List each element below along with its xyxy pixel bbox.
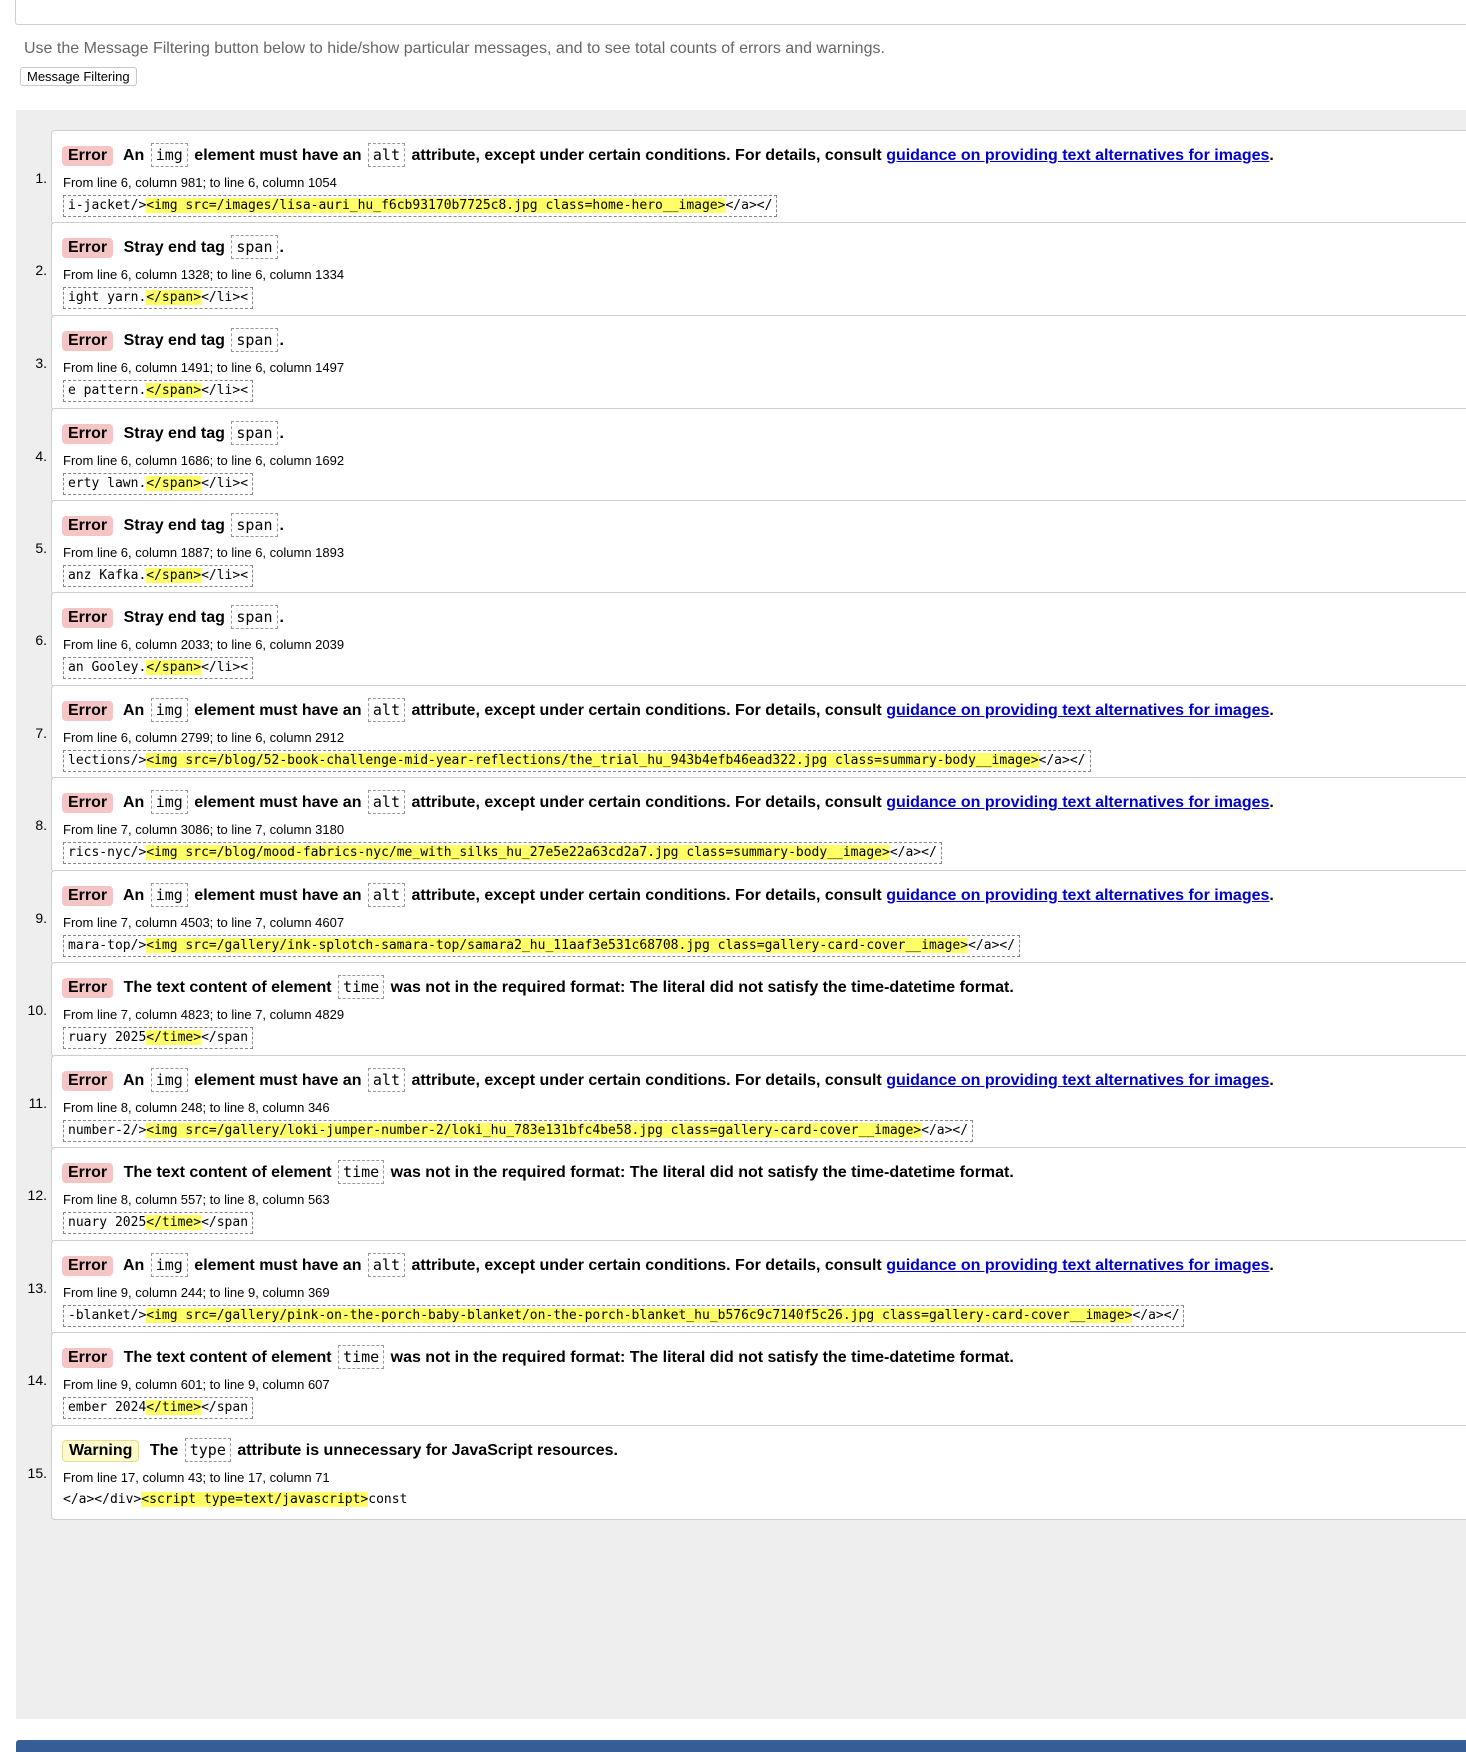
extract-highlight: <img src=/blog/52-book-challenge-mid-year-reflections/the_trial_hu_943b4efb46ead322.jpg class=summary-body__image> bbox=[146, 753, 1039, 768]
message-text: Error An img element must have an alt attribute, except under certain conditions. For details, consult guidance on providing text alternatives for images. bbox=[62, 698, 1274, 722]
message-item bbox=[16, 1055, 1466, 1150]
message-number: 8. bbox=[35, 816, 47, 833]
code-token: span bbox=[231, 235, 277, 259]
source-extract: mara-top/><img src=/gallery/ink-splotch-samara-top/samara2_hu_11aaf3e531c68708.jpg class=gallery-card-cover__image></a></ bbox=[63, 935, 1020, 957]
message-text: Error Stray end tag span . bbox=[62, 328, 284, 352]
source-extract: an Gooley.</span></li>< bbox=[63, 657, 253, 679]
message-number: 1. bbox=[35, 169, 47, 186]
message-location: From line 9, column 244; to line 9, column 369 bbox=[63, 1285, 330, 1300]
source-extract: lections/><img src=/blog/52-book-challenge-mid-year-reflections/the_trial_hu_943b4efb46ead322.jpg class=summary-body__image></a></ bbox=[63, 750, 1091, 772]
source-extract: nuary 2025</time></span bbox=[63, 1212, 253, 1234]
message-text: Error The text content of element time was not in the required format: The literal did not satisfy the time-datetime format. bbox=[62, 1160, 1014, 1184]
code-token: img bbox=[151, 790, 188, 814]
filtering-instructions: Use the Message Filtering button below to hide/show particular messages, and to see total counts of errors and warnings. bbox=[24, 40, 885, 57]
guidance-link[interactable]: guidance on providing text alternatives for images bbox=[886, 794, 1270, 811]
error-badge: Error bbox=[62, 424, 113, 444]
code-token: img bbox=[151, 1253, 188, 1277]
message-card bbox=[51, 685, 1466, 780]
message-location: From line 6, column 2033; to line 6, column 2039 bbox=[63, 637, 345, 652]
extract-highlight: </span> bbox=[146, 568, 202, 583]
message-location: From line 6, column 1491; to line 6, column 1497 bbox=[63, 360, 345, 375]
source-extract: ight yarn.</span></li>< bbox=[63, 287, 253, 309]
message-card bbox=[51, 500, 1466, 595]
message-location: From line 6, column 1328; to line 6, column 1334 bbox=[63, 267, 345, 282]
extract-highlight: <img src=/images/lisa-auri_hu_f6cb93170b7725c8.jpg class=home-hero__image> bbox=[146, 198, 726, 213]
message-number: 5. bbox=[35, 539, 47, 556]
message-card bbox=[51, 592, 1466, 687]
message-item bbox=[16, 962, 1466, 1057]
message-number: 13. bbox=[27, 1279, 47, 1296]
message-text: Error An img element must have an alt attribute, except under certain conditions. For details, consult guidance on providing text alternatives for images. bbox=[62, 143, 1274, 167]
message-text: Error The text content of element time was not in the required format: The literal did not satisfy the time-datetime format. bbox=[62, 1345, 1014, 1369]
message-card bbox=[51, 130, 1466, 225]
extract-highlight: </time> bbox=[146, 1030, 202, 1045]
message-number: 4. bbox=[35, 447, 47, 464]
code-token: time bbox=[338, 1345, 384, 1369]
error-badge: Error bbox=[62, 238, 113, 258]
message-location: From line 17, column 43; to line 17, column 71 bbox=[63, 1470, 330, 1485]
code-token: alt bbox=[368, 1068, 405, 1092]
message-text: Error An img element must have an alt attribute, except under certain conditions. For details, consult guidance on providing text alternatives for images. bbox=[62, 790, 1274, 814]
message-text: Error Stray end tag span . bbox=[62, 421, 284, 445]
error-badge: Error bbox=[62, 701, 113, 721]
guidance-link[interactable]: guidance on providing text alternatives for images bbox=[886, 887, 1270, 904]
code-token: span bbox=[231, 513, 277, 537]
message-card bbox=[51, 870, 1466, 965]
message-card bbox=[51, 315, 1466, 410]
message-number: 14. bbox=[27, 1371, 47, 1388]
message-location: From line 6, column 1686; to line 6, column 1692 bbox=[63, 453, 345, 468]
error-badge: Error bbox=[62, 516, 113, 536]
source-extract: erty lawn.</span></li>< bbox=[63, 473, 253, 495]
extract-highlight: </span> bbox=[146, 383, 202, 398]
message-location: From line 8, column 248; to line 8, column 346 bbox=[63, 1100, 330, 1115]
code-token: alt bbox=[368, 790, 405, 814]
message-text: Error The text content of element time was not in the required format: The literal did not satisfy the time-datetime format. bbox=[62, 975, 1014, 999]
code-token: img bbox=[151, 883, 188, 907]
message-card bbox=[51, 962, 1466, 1057]
code-token: alt bbox=[368, 143, 405, 167]
message-location: From line 9, column 601; to line 9, column 607 bbox=[63, 1377, 330, 1392]
source-extract: ruary 2025</time></span bbox=[63, 1027, 253, 1049]
message-card bbox=[51, 222, 1466, 317]
message-number: 9. bbox=[35, 909, 47, 926]
code-token: alt bbox=[368, 698, 405, 722]
message-card bbox=[51, 1055, 1466, 1150]
results-panel bbox=[16, 110, 1466, 1719]
message-item bbox=[16, 500, 1466, 595]
message-location: From line 7, column 3086; to line 7, column 3180 bbox=[63, 822, 345, 837]
message-text: Error Stray end tag span . bbox=[62, 605, 284, 629]
guidance-link[interactable]: guidance on providing text alternatives for images bbox=[886, 1072, 1270, 1089]
extract-highlight: <img src=/gallery/pink-on-the-porch-baby-blanket/on-the-porch-blanket_hu_b576c9c7140f5c26.jpg class=gallery-card-cover__image> bbox=[146, 1308, 1133, 1323]
source-extract: -blanket/><img src=/gallery/pink-on-the-porch-baby-blanket/on-the-porch-blanket_hu_b576c9c7140f5c26.jpg class=gallery-card-cover__image></a></ bbox=[63, 1305, 1184, 1327]
code-token: span bbox=[231, 421, 277, 445]
message-text: Warning The type attribute is unnecessary for JavaScript resources. bbox=[62, 1438, 618, 1462]
extract-highlight: </span> bbox=[146, 290, 202, 305]
message-text: Error An img element must have an alt attribute, except under certain conditions. For details, consult guidance on providing text alternatives for images. bbox=[62, 1068, 1274, 1092]
code-token: img bbox=[151, 698, 188, 722]
message-item bbox=[16, 592, 1466, 687]
extract-highlight: <img src=/blog/mood-fabrics-nyc/me_with_silks_hu_27e5e22a63cd2a7.jpg class=summary-body__image> bbox=[146, 845, 890, 860]
source-input-box[interactable] bbox=[15, 0, 1466, 25]
message-text: Error Stray end tag span . bbox=[62, 235, 284, 259]
message-item bbox=[16, 1240, 1466, 1335]
code-token: type bbox=[185, 1438, 231, 1462]
error-badge: Error bbox=[62, 1256, 113, 1276]
guidance-link[interactable]: guidance on providing text alternatives for images bbox=[886, 702, 1270, 719]
code-token: img bbox=[151, 1068, 188, 1092]
message-number: 15. bbox=[27, 1464, 47, 1481]
message-item bbox=[16, 1147, 1466, 1242]
message-item bbox=[16, 777, 1466, 872]
message-filtering-button[interactable]: Message Filtering bbox=[20, 67, 137, 86]
error-badge: Error bbox=[62, 608, 113, 628]
extract-highlight: </time> bbox=[146, 1215, 202, 1230]
source-extract: i-jacket/><img src=/images/lisa-auri_hu_f6cb93170b7725c8.jpg class=home-hero__image></a></ bbox=[63, 195, 777, 217]
message-item bbox=[16, 315, 1466, 410]
message-location: From line 6, column 981; to line 6, column 1054 bbox=[63, 175, 337, 190]
message-number: 12. bbox=[27, 1186, 47, 1203]
source-extract: anz Kafka.</span></li>< bbox=[63, 565, 253, 587]
message-card bbox=[51, 777, 1466, 872]
message-item bbox=[16, 870, 1466, 965]
extract-highlight: </time> bbox=[146, 1400, 202, 1415]
message-item bbox=[16, 1425, 1466, 1520]
message-location: From line 6, column 1887; to line 6, column 1893 bbox=[63, 545, 345, 560]
guidance-link[interactable]: guidance on providing text alternatives for images bbox=[886, 147, 1270, 164]
code-token: alt bbox=[368, 883, 405, 907]
code-token: span bbox=[231, 605, 277, 629]
message-location: From line 7, column 4823; to line 7, column 4829 bbox=[63, 1007, 345, 1022]
footer-bar bbox=[16, 1740, 1466, 1752]
message-item bbox=[16, 408, 1466, 503]
extract-highlight: <script type=text/javascript> bbox=[141, 1492, 369, 1507]
message-card bbox=[51, 1332, 1466, 1427]
error-badge: Error bbox=[62, 1071, 113, 1091]
message-location: From line 7, column 4503; to line 7, column 4607 bbox=[63, 915, 345, 930]
error-badge: Error bbox=[62, 793, 113, 813]
extract-highlight: </span> bbox=[146, 476, 202, 491]
error-badge: Error bbox=[62, 331, 113, 351]
extract-highlight: </span> bbox=[146, 660, 202, 675]
message-text: Error Stray end tag span . bbox=[62, 513, 284, 537]
message-card bbox=[51, 1147, 1466, 1242]
message-item bbox=[16, 222, 1466, 317]
extract-highlight: <img src=/gallery/loki-jumper-number-2/loki_hu_783e131bfc4be58.jpg class=gallery-card-cover__image> bbox=[146, 1123, 922, 1138]
code-token: time bbox=[338, 1160, 384, 1184]
message-card bbox=[51, 1240, 1466, 1335]
source-extract: ember 2024</time></span bbox=[63, 1397, 253, 1419]
message-card bbox=[51, 1425, 1466, 1520]
source-extract: </a></div><script type=text/javascript>const bbox=[63, 1490, 407, 1510]
error-badge: Error bbox=[62, 978, 113, 998]
message-number: 7. bbox=[35, 724, 47, 741]
message-number: 10. bbox=[27, 1001, 47, 1018]
error-badge: Error bbox=[62, 1348, 113, 1368]
message-text: Error An img element must have an alt attribute, except under certain conditions. For details, consult guidance on providing text alternatives for images. bbox=[62, 1253, 1274, 1277]
message-location: From line 8, column 557; to line 8, column 563 bbox=[63, 1192, 330, 1207]
message-location: From line 6, column 2799; to line 6, column 2912 bbox=[63, 730, 345, 745]
error-badge: Error bbox=[62, 146, 113, 166]
message-number: 6. bbox=[35, 631, 47, 648]
code-token: span bbox=[231, 328, 277, 352]
message-item bbox=[16, 130, 1466, 225]
source-extract: number-2/><img src=/gallery/loki-jumper-number-2/loki_hu_783e131bfc4be58.jpg class=gallery-card-cover__image></a></ bbox=[63, 1120, 973, 1142]
error-badge: Error bbox=[62, 886, 113, 906]
message-item bbox=[16, 1332, 1466, 1427]
code-token: alt bbox=[368, 1253, 405, 1277]
extract-highlight: <img src=/gallery/ink-splotch-samara-top/samara2_hu_11aaf3e531c68708.jpg class=gallery-card-cover__image> bbox=[146, 938, 969, 953]
code-token: img bbox=[151, 143, 188, 167]
error-badge: Error bbox=[62, 1163, 113, 1183]
code-token: time bbox=[338, 975, 384, 999]
message-number: 2. bbox=[35, 261, 47, 278]
message-card bbox=[51, 408, 1466, 503]
source-extract: e pattern.</span></li>< bbox=[63, 380, 253, 402]
source-extract: rics-nyc/><img src=/blog/mood-fabrics-nyc/me_with_silks_hu_27e5e22a63cd2a7.jpg class=summary-body__image></a></ bbox=[63, 842, 942, 864]
guidance-link[interactable]: guidance on providing text alternatives for images bbox=[886, 1257, 1270, 1274]
warning-badge: Warning bbox=[62, 1440, 139, 1462]
message-number: 11. bbox=[28, 1094, 47, 1111]
message-item bbox=[16, 685, 1466, 780]
message-number: 3. bbox=[35, 354, 47, 371]
message-text: Error An img element must have an alt attribute, except under certain conditions. For details, consult guidance on providing text alternatives for images. bbox=[62, 883, 1274, 907]
